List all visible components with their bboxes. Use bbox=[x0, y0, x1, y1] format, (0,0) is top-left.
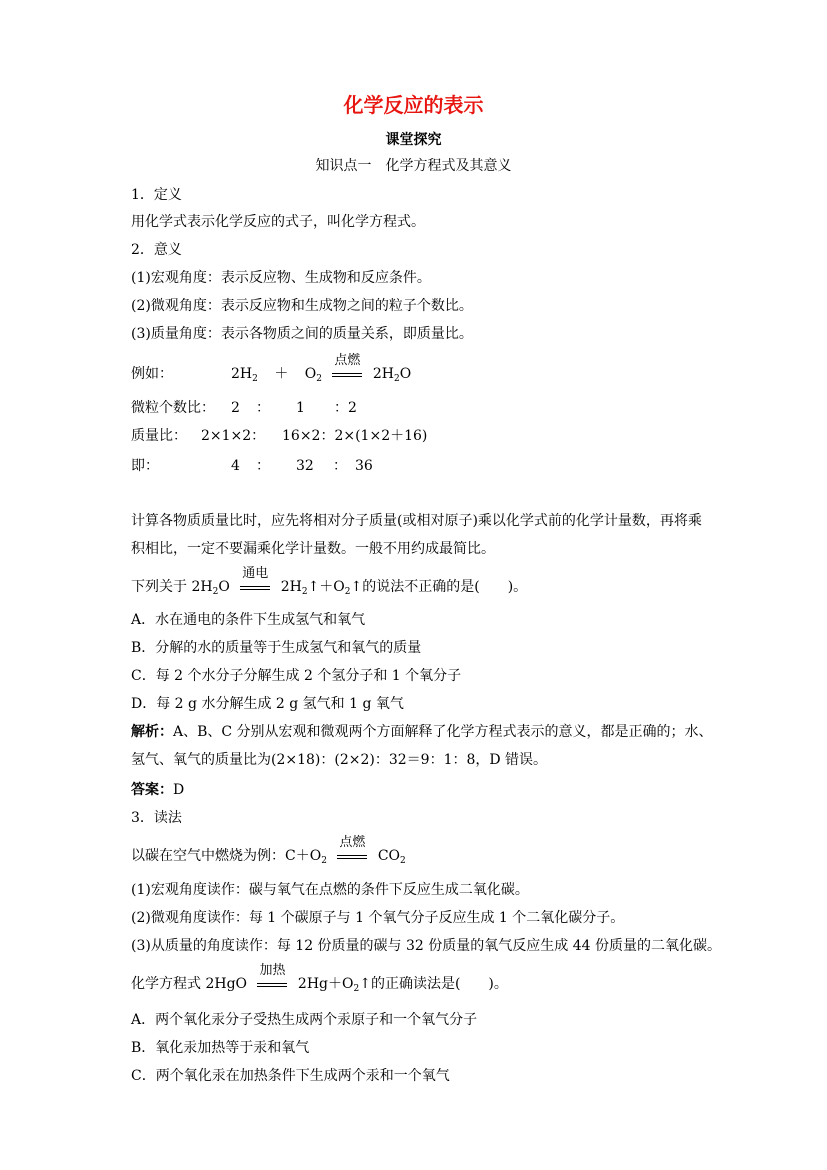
meaning-mass: (3)质量角度：表示各物质之间的质量关系，即质量比。 bbox=[131, 326, 473, 342]
mass-ratio-value: 16×2：2×(1×2＋16) bbox=[282, 428, 428, 444]
q1-analysis-line-2: 氢气、氧气的质量比为(2×18)：(2×2)：32＝9：1：8，D 错误。 bbox=[131, 752, 548, 768]
meaning-heading: 2．意义 bbox=[131, 242, 182, 258]
q1-option-d: D．每 2 g 水分解生成 2 g 氢气和 1 g 氧气 bbox=[131, 696, 404, 712]
ratio-value: ：2 bbox=[334, 400, 357, 416]
ratio-value: 1 bbox=[296, 400, 305, 416]
page-title: 化学反应的表示 bbox=[343, 93, 484, 117]
reading-macro: (1)宏观角度读作：碳与氧气在点燃的条件下反应生成二氧化碳。 bbox=[131, 882, 529, 898]
section-heading: 课堂探究 bbox=[385, 132, 442, 148]
q2-option-a: A．两个氧化汞分子受热生成两个汞原子和一个氧气分子 bbox=[131, 1012, 478, 1028]
question-1-stem: 下列关于 $2H_2O$ 通电 $2H_2↑+O_2↑$的说法不正确的是( )。 bbox=[131, 566, 528, 597]
result-value: 36 bbox=[355, 458, 373, 474]
ratio-value: 2 bbox=[231, 400, 240, 416]
reaction-arrow: 加热 bbox=[257, 975, 287, 993]
q2-option-b: B．氧化汞加热等于汞和氧气 bbox=[131, 1040, 310, 1056]
result-colon: ： bbox=[256, 458, 270, 474]
topic-heading: 知识点一 化学方程式及其意义 bbox=[315, 158, 512, 174]
reading-heading: 3．读法 bbox=[131, 810, 182, 826]
mass-ratio-value: 2×1×2： bbox=[201, 428, 266, 444]
result-colon: ： bbox=[333, 458, 347, 474]
example-label: 例如： bbox=[131, 366, 173, 382]
particle-ratio-label: 微粒个数比： bbox=[131, 400, 215, 416]
q1-answer: 答案：D bbox=[131, 782, 185, 798]
q1-option-a: A．水在通电的条件下生成氢气和氧气 bbox=[131, 612, 366, 628]
q1-option-c: C．每 2 个水分子分解生成 2 个氢分子和 1 个氧分子 bbox=[131, 668, 462, 684]
note-line-2: 积相比，一定不要漏乘化学计量数。一般不用约成最简比。 bbox=[131, 541, 495, 557]
definition-text: 用化学式表示化学反应的式子，叫化学方程式。 bbox=[131, 214, 425, 230]
result-label: 即： bbox=[131, 458, 159, 474]
note-line-1: 计算各物质质量比时，应先将相对分子质量(或相对原子)乘以化学式前的化学计量数，再将乘 bbox=[131, 513, 702, 529]
reaction-arrow: 通电 bbox=[240, 578, 270, 596]
definition-heading: 1．定义 bbox=[131, 187, 182, 203]
reading-mass: (3)从质量的角度读作：每 12 份质量的碳与 32 份质量的氧气反应生成 44 份质量的二氧化碳。 bbox=[131, 938, 721, 954]
result-value: 4 bbox=[231, 458, 240, 474]
question-2-stem: 化学方程式 2HgO 加热 $2Hg+O_2↑$的正确读法是( )。 bbox=[131, 963, 508, 994]
example-equation: $2H_2 + O_2$ 点燃 $2H_2O$ bbox=[231, 353, 412, 384]
q2-option-c: C．两个氧化汞在加热条件下生成两个汞和一个氧气 bbox=[131, 1068, 450, 1084]
result-value: 32 bbox=[296, 458, 314, 474]
reaction-arrow: 点燃 bbox=[332, 365, 362, 383]
q1-analysis-line-1: 解析：A、B、C 分别从宏观和微观两个方面解释了化学方程式表示的意义，都是正确的；水、 bbox=[131, 724, 713, 740]
meaning-micro: (2)微观角度：表示反应物和生成物之间的粒子个数比。 bbox=[131, 298, 473, 314]
mass-ratio-label: 质量比： bbox=[131, 428, 187, 444]
meaning-macro: (1)宏观角度：表示反应物、生成物和反应条件。 bbox=[131, 270, 431, 286]
reading-micro: (2)微观角度读作：每 1 个碳原子与 1 个氧气分子反应生成 1 个二氧化碳分子。 bbox=[131, 910, 625, 926]
reaction-arrow: 点燃 bbox=[337, 847, 367, 865]
q1-option-b: B．分解的水的质量等于生成氢气和氧气的质量 bbox=[131, 640, 422, 656]
reading-example: 以碳在空气中燃烧为例：$C+O_2$ 点燃 $CO_2$ bbox=[131, 835, 406, 866]
ratio-colon: ： bbox=[256, 400, 270, 416]
